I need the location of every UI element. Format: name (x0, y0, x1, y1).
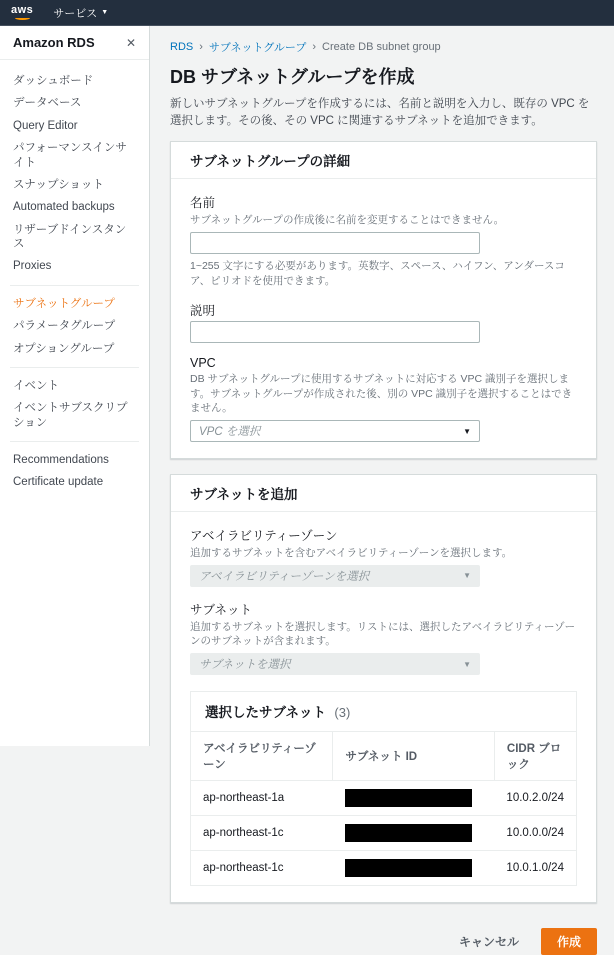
page-description: 新しいサブネットグループを作成するには、名前と説明を入力し、既存の VPC を選択します。その後、その VPC に関連するサブネットを追加できます。 (170, 98, 590, 127)
card-title: サブネットを追加 (171, 475, 596, 512)
main-content (150, 26, 614, 950)
subnet-select[interactable] (190, 653, 480, 675)
sidebar-nav (0, 60, 149, 494)
sidebar-item-proxies[interactable]: Proxies (13, 260, 52, 273)
breadcrumb-current: Create DB subnet group (322, 41, 441, 53)
nav-divider (10, 367, 139, 368)
vpc-select[interactable] (190, 420, 480, 442)
sidebar-header (0, 26, 149, 60)
subnet-field (190, 600, 577, 675)
cancel-button[interactable]: キャンセル (458, 935, 519, 950)
subnet-id-cell (333, 851, 495, 886)
sidebar-item-option-groups[interactable]: オプショングループ (13, 342, 115, 355)
card-title: サブネットグループの詳細 (171, 142, 596, 179)
description-label: 説明 (190, 304, 216, 319)
breadcrumb-separator-icon: › (199, 41, 203, 53)
selected-subnets-table (191, 732, 576, 885)
selected-subnets-count: (3) (334, 705, 351, 721)
breadcrumb-link-rds[interactable]: RDS (170, 41, 194, 53)
selected-subnets-panel (190, 691, 577, 886)
breadcrumb-link-subnet-groups[interactable]: サブネットグループ (208, 42, 307, 54)
description-field (190, 301, 577, 343)
redacted-subnet-id (345, 789, 472, 807)
sidebar (0, 26, 150, 746)
sidebar-item-snapshots[interactable]: スナップショット (13, 178, 104, 191)
az-cell: ap-northeast-1a (191, 781, 333, 816)
add-subnets-card (170, 474, 597, 903)
table-row (191, 851, 576, 886)
nav-divider (10, 441, 139, 442)
nav-divider (10, 285, 139, 286)
sidebar-item-automated-backups[interactable]: Automated backups (13, 201, 115, 214)
sidebar-item-dashboard[interactable]: ダッシュボード (13, 75, 94, 87)
subnet-id-cell (333, 816, 495, 851)
sidebar-item-reserved-instances[interactable]: リザーブドインスタンス (13, 223, 127, 250)
chevron-down-icon: ▼ (463, 659, 471, 669)
aws-logo[interactable] (11, 5, 33, 20)
subnet-id-cell (333, 781, 495, 816)
breadcrumb (170, 39, 597, 55)
aws-logo-text: aws (11, 4, 34, 16)
sidebar-item-databases[interactable]: データベース (13, 97, 82, 110)
sidebar-item-event-subscriptions[interactable]: イベントサブスクリプション (13, 402, 128, 429)
availability-zone-field (190, 526, 577, 587)
close-icon[interactable]: ✕ (125, 35, 136, 50)
sidebar-item-subnet-groups[interactable]: サブネットグループ (13, 297, 115, 310)
sidebar-item-performance-insights[interactable]: パフォーマンスインサイト (13, 142, 127, 169)
vpc-label: VPC (190, 356, 216, 371)
services-menu-label: サービス (53, 7, 98, 20)
sidebar-title: Amazon RDS (13, 35, 95, 50)
subnet-select-placeholder: サブネットを選択 (199, 659, 291, 672)
cidr-cell: 10.0.1.0/24 (494, 851, 576, 886)
availability-zone-select-placeholder: アベイラビリティーゾーンを選択 (199, 570, 370, 583)
aws-topbar (0, 0, 614, 26)
name-field (190, 193, 577, 288)
services-menu[interactable] (53, 5, 108, 21)
table-row (191, 781, 576, 816)
table-header-row (191, 732, 576, 781)
chevron-down-icon: ▼ (463, 571, 471, 581)
subnet-group-details-card (170, 141, 597, 459)
services-caret-icon: ▼ (101, 9, 109, 16)
name-input[interactable] (190, 232, 480, 254)
subnet-hint: 追加するサブネットを選択します。リストには、選択したアベイラビリティーゾーンのサブネットが含まれます。 (190, 620, 576, 648)
sidebar-item-events[interactable]: イベント (13, 379, 59, 392)
sidebar-item-query-editor[interactable]: Query Editor (13, 119, 78, 132)
vpc-field (190, 356, 577, 442)
name-label: 名前 (190, 196, 216, 211)
sidebar-item-recommendations[interactable]: Recommendations (13, 454, 109, 466)
sidebar-item-parameter-groups[interactable]: パラメータグループ (13, 320, 116, 333)
subnet-label: サブネット (190, 602, 253, 617)
vpc-select-placeholder: VPC を選択 (199, 426, 261, 439)
table-row (191, 816, 576, 851)
az-cell: ap-northeast-1c (191, 851, 333, 886)
availability-zone-hint: 追加するサブネットを含むアベイラビリティーゾーンを選択します。 (190, 547, 513, 560)
column-header-cidr: CIDR ブロック (494, 732, 576, 781)
breadcrumb-separator-icon: › (312, 41, 317, 53)
cidr-cell: 10.0.2.0/24 (494, 781, 576, 816)
cidr-cell: 10.0.0.0/24 (494, 816, 576, 851)
sidebar-item-certificate-update[interactable]: Certificate update (13, 476, 104, 489)
redacted-subnet-id (345, 824, 472, 842)
redacted-subnet-id (345, 859, 472, 877)
name-hint: サブネットグループの作成後に名前を変更することはできません。 (190, 214, 505, 227)
chevron-down-icon: ▼ (463, 426, 471, 436)
column-header-subnet-id: サブネット ID (333, 732, 495, 781)
description-input[interactable] (190, 321, 480, 343)
column-header-az: アベイラビリティーゾーン (203, 743, 316, 772)
az-cell: ap-northeast-1c (191, 816, 333, 851)
form-actions (170, 918, 597, 955)
name-constraint: 1~255 文字にする必要があります。英数字、スペース、ハイフン、アンダースコア、ピリオドを使用できます。 (190, 260, 565, 288)
page-title: DB サブネットグループを作成 (170, 67, 415, 87)
availability-zone-label: アベイラビリティーゾーン (190, 529, 338, 544)
aws-smile-icon (15, 16, 30, 20)
selected-subnets-header (191, 692, 576, 732)
availability-zone-select[interactable] (190, 565, 480, 587)
selected-subnets-title: 選択したサブネット (205, 705, 326, 721)
vpc-hint: DB サブネットグループに使用するサブネットに対応する VPC 識別子を選択します。サブネットグループが作成された後、別の VPC 識別子を選択することはできません。 (190, 373, 573, 415)
create-button[interactable]: 作成 (541, 928, 597, 955)
